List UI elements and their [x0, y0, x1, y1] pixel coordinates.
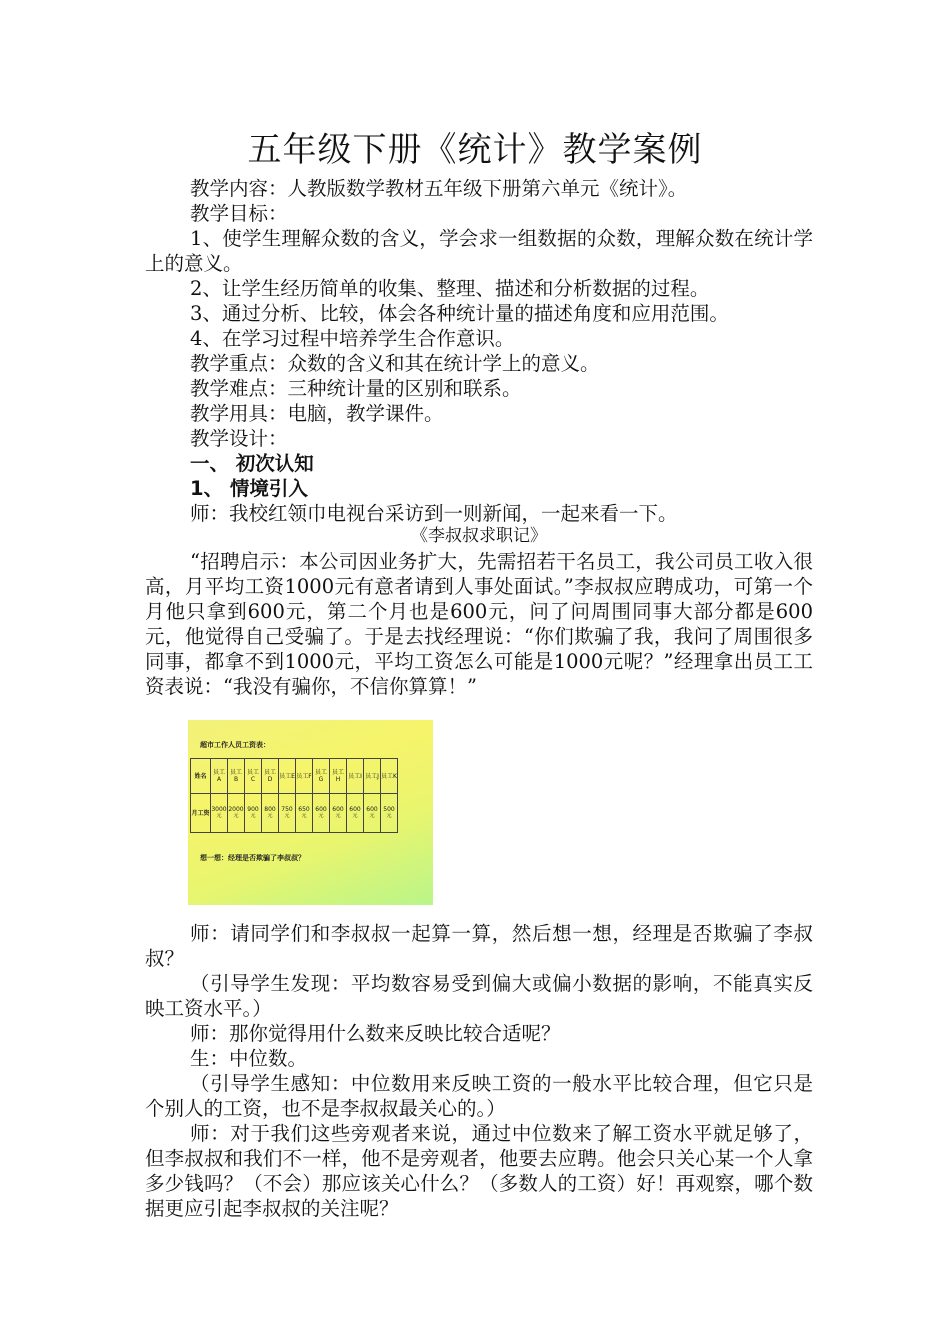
table-row: [191, 759, 398, 794]
salary-value: 800: [264, 806, 276, 813]
salary-value: 600: [366, 806, 378, 813]
table-row: [191, 794, 398, 833]
employee-cell: 员工E: [279, 759, 296, 794]
teacher-line-1: 师：我校红领巾电视台采访到一则新闻，一起来看一下。: [190, 502, 678, 525]
salary-value: 3000: [211, 806, 227, 813]
goal-4: 4、在学习过程中培养学生合作意识。: [190, 327, 515, 350]
salary-cell: [296, 794, 313, 833]
salary-table-image: [188, 720, 433, 905]
employee-cell: 员工I: [347, 759, 364, 794]
salary-value: 900: [247, 806, 259, 813]
story-title: 《李叔叔求职记》: [411, 526, 547, 546]
salary-unit: 元: [233, 813, 239, 819]
employee-cell: 员工F: [296, 759, 313, 794]
salary-value: 600: [315, 806, 327, 813]
salary-value: 500: [383, 806, 395, 813]
story-paragraph: “招聘启示：本公司因业务扩大，先需招若干名员工，我公司员工收入很高，月平均工资1000元有意者请到人事处面试。”李叔叔应聘成功，可第一个月他只拿到600元，第二个月也是600元，问了问周围同事大部分都是600元，他觉得自己受骗了。于是去找经理说：“你们欺骗了我，我问了周围很多同事，都拿不到1000元，平均工资怎么可能是1000元呢？”经理拿出员工工资表说：“我没有骗你，不信你算算！”: [145, 550, 813, 698]
teaching-goals-label: 教学目标：: [190, 202, 288, 225]
teacher-line-3: 师：那你觉得用什么数来反映比较合适呢？: [190, 1022, 561, 1045]
section-heading-1: 一、 初次认知: [190, 452, 314, 475]
employee-cell: 员工G: [313, 759, 330, 794]
salary-cell: [364, 794, 381, 833]
salary-cell: [313, 794, 330, 833]
salary-unit: 元: [267, 813, 273, 819]
salary-cell: [228, 794, 245, 833]
salary-value: 650: [298, 806, 310, 813]
row-header-name: 姓名: [191, 759, 211, 794]
salary-unit: 元: [250, 813, 256, 819]
guide-note-2: （引导学生感知：中位数用来反映工资的一般水平比较合理，但它只是个别人的工资，也不是李叔叔最关心的。）: [145, 1072, 813, 1120]
employee-cell: 员工J: [364, 759, 381, 794]
salary-unit: 元: [352, 813, 358, 819]
student-line-1: 生：中位数。: [190, 1047, 308, 1070]
goal-1: 1、使学生理解众数的含义，学会求一组数据的众数，理解众数在统计学上的意义。: [145, 227, 813, 275]
teaching-design-label: 教学设计：: [190, 427, 288, 450]
salary-unit: 元: [318, 813, 324, 819]
employee-cell: 员工A: [211, 759, 228, 794]
salary-value: 600: [349, 806, 361, 813]
salary-table-caption: 超市工作人员工资表：: [200, 741, 270, 749]
salary-cell: [347, 794, 364, 833]
salary-cell: [330, 794, 347, 833]
salary-value: 750: [281, 806, 293, 813]
teacher-line-2: 师：请同学们和李叔叔一起算一算，然后想一想，经理是否欺骗了李叔叔？: [145, 922, 813, 970]
salary-cell: [262, 794, 279, 833]
salary-table: [190, 758, 398, 833]
salary-unit: 元: [335, 813, 341, 819]
guide-note-1: （引导学生发现：平均数容易受到偏大或偏小数据的影响，不能真实反映工资水平。）: [145, 972, 813, 1020]
employee-cell: 员工D: [262, 759, 279, 794]
goal-3: 3、通过分析、比较，体会各种统计量的描述角度和应用范围。: [190, 302, 729, 325]
salary-value: 600: [332, 806, 344, 813]
teaching-key-point: 教学重点：众数的含义和其在统计学上的意义。: [190, 352, 600, 375]
employee-cell: 员工H: [330, 759, 347, 794]
salary-unit: 元: [386, 813, 392, 819]
row-header-salary: 月工资: [191, 794, 211, 833]
salary-cell: [245, 794, 262, 833]
section-heading-1-1: 1、 情境引入: [190, 477, 308, 500]
salary-cell: [381, 794, 398, 833]
salary-table-question: 想一想：经理是否欺骗了李叔叔？: [200, 854, 305, 862]
salary-cell: [211, 794, 228, 833]
salary-unit: 元: [216, 813, 222, 819]
teaching-tools: 教学用具：电脑，教学课件。: [190, 402, 444, 425]
salary-unit: 元: [301, 813, 307, 819]
employee-cell: 员工C: [245, 759, 262, 794]
salary-unit: 元: [284, 813, 290, 819]
goal-2: 2、让学生经历简单的收集、整理、描述和分析数据的过程。: [190, 277, 710, 300]
teaching-difficulty: 教学难点：三种统计量的区别和联系。: [190, 377, 522, 400]
employee-cell: 员工K: [381, 759, 398, 794]
teacher-line-4: 师：对于我们这些旁观者来说，通过中位数来了解工资水平就足够了，但李叔叔和我们不一样，他不是旁观者，他要去应聘。他会只关心某一个人拿多少钱吗？（不会）那应该关心什么？（多数人的工资）好！再观察，哪个数据更应引起李叔叔的关注呢？: [145, 1122, 813, 1220]
teaching-content: 教学内容：人教版数学教材五年级下册第六单元《统计》。: [190, 177, 688, 200]
employee-cell: 员工B: [228, 759, 245, 794]
salary-value: 2000: [228, 806, 244, 813]
salary-unit: 元: [369, 813, 375, 819]
salary-cell: [279, 794, 296, 833]
page-title: 五年级下册《统计》教学案例: [247, 130, 703, 170]
